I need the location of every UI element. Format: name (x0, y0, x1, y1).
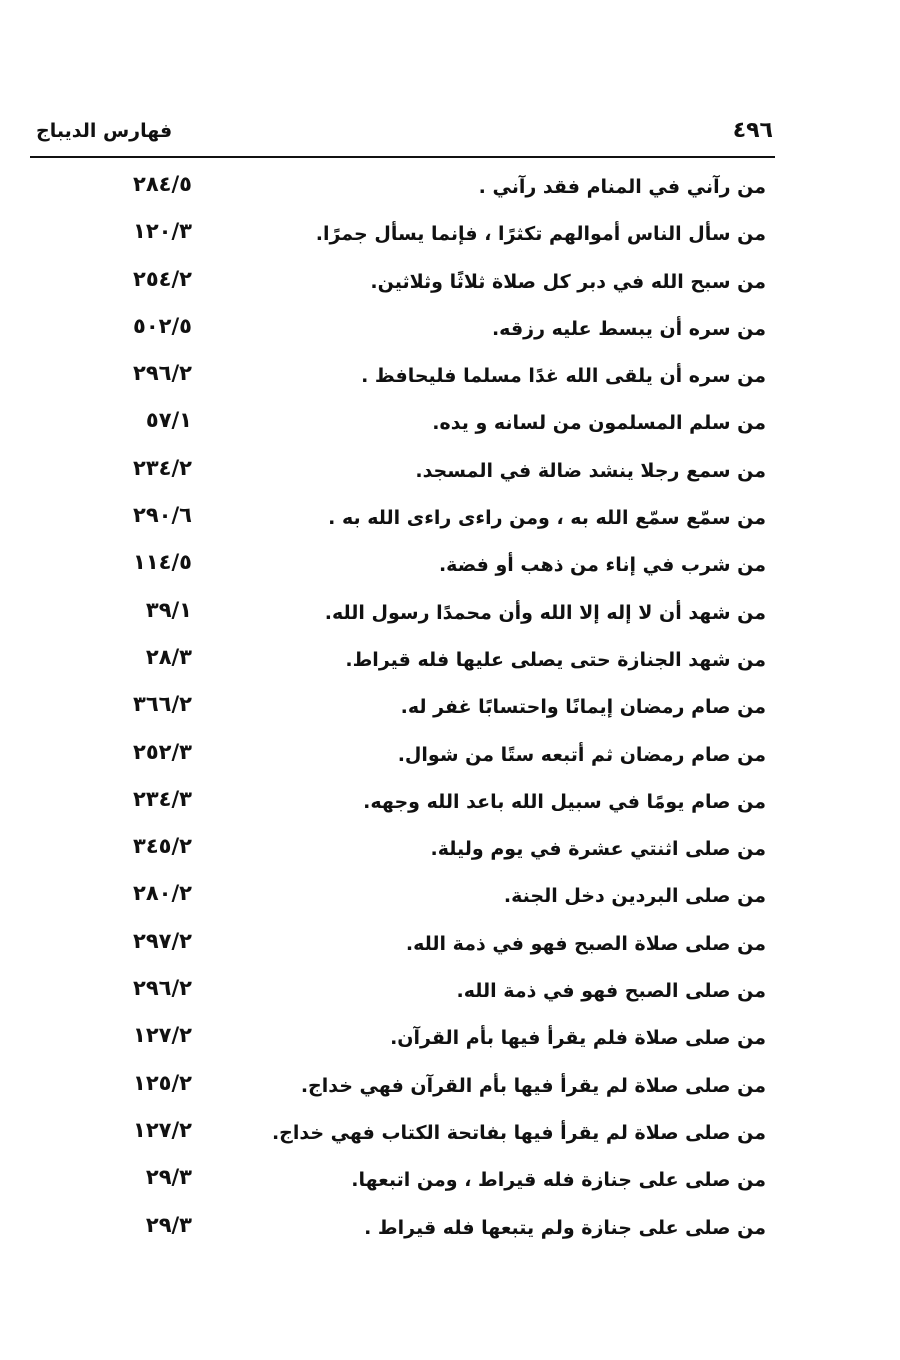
index-entry (0, 875, 900, 922)
index-entry (0, 923, 900, 970)
hadith-text: من سره أن يبسط عليه رزقه. (491, 317, 766, 340)
hadith-text: من صلى الصبح فهو في ذمة الله. (456, 980, 766, 1003)
running-title: فهارس الديباج (36, 120, 173, 142)
volume-page-ref: ٢٣٤/٣ (133, 786, 192, 811)
volume-page-ref: ١٢٠/٣ (133, 219, 192, 244)
hadith-text: من سلم المسلمون من لسانه و يده. (432, 412, 766, 435)
hadith-text: من سبح الله في دبر كل صلاة ثلاثًا وثلاثين. (370, 270, 766, 293)
hadith-text: من صام رمضان إيمانًا واحتسابًا غفر له. (400, 696, 766, 719)
index-entry (0, 261, 900, 308)
index-entry (0, 970, 900, 1017)
hadith-text: من صلى البردين دخل الجنة. (503, 885, 766, 908)
hadith-text: من صام يومًا في سبيل الله باعد الله وجهه. (363, 790, 766, 813)
index-entry (0, 639, 900, 686)
hadith-text: من صلى على جنازة ولم يتبعها فله قيراط . (364, 1216, 766, 1239)
hadith-text: من سره أن يلقى الله غدًا مسلما فليحافظ . (361, 365, 766, 388)
hadith-text: من سمع رجلا ينشد ضالة في المسجد. (415, 459, 766, 482)
volume-page-ref: ١٢٥/٢ (133, 1070, 192, 1095)
volume-page-ref: ١٢٧/٢ (133, 1117, 192, 1142)
index-entry (0, 450, 900, 497)
volume-page-ref: ١١٤/٥ (133, 550, 192, 575)
index-entry (0, 1159, 900, 1206)
index-entry (0, 166, 900, 213)
hadith-text: من صلى صلاة لم يقرأ فيها بفاتحة الكتاب فهي خداج. (271, 1121, 766, 1144)
index-entry (0, 592, 900, 639)
index-entry (0, 213, 900, 260)
hadith-text: من شهد أن لا إله إلا الله وأن محمدًا رسول الله. (324, 601, 766, 624)
volume-page-ref: ٢٩٠/٦ (133, 503, 192, 528)
volume-page-ref: ٢٣٤/٢ (133, 455, 192, 480)
page-number: ٤٩٦ (732, 118, 773, 143)
hadith-text: من صلى على جنازة فله قيراط ، ومن اتبعها. (351, 1169, 766, 1192)
hadith-text: من صلى صلاة الصبح فهو في ذمة الله. (405, 932, 766, 955)
volume-page-ref: ٢٥٢/٣ (133, 739, 192, 764)
volume-page-ref: ٣٩/١ (145, 597, 192, 622)
volume-page-ref: ٢٥٤/٢ (133, 266, 192, 291)
volume-page-ref: ٢٨٠/٢ (133, 881, 192, 906)
index-entry (0, 1065, 900, 1112)
hadith-text: من صام رمضان ثم أتبعه ستًا من شوال. (397, 743, 766, 766)
index-entry (0, 497, 900, 544)
volume-page-ref: ٥٧/١ (145, 408, 192, 433)
index-entry (0, 402, 900, 449)
hadith-index-list (0, 166, 900, 1254)
volume-page-ref: ٣٤٥/٢ (133, 834, 192, 859)
hadith-text: من شرب في إناء من ذهب أو فضة. (438, 554, 766, 577)
index-entry (0, 544, 900, 591)
volume-page-ref: ٣٦٦/٢ (133, 692, 192, 717)
index-entry (0, 1017, 900, 1064)
index-entry (0, 828, 900, 875)
hadith-text: من رآني في المنام فقد رآني . (478, 176, 766, 198)
index-entry (0, 308, 900, 355)
volume-page-ref: ٢٩٦/٢ (133, 361, 192, 386)
index-entry (0, 734, 900, 781)
volume-page-ref: ٢٨٤/٥ (133, 172, 192, 196)
volume-page-ref: ٢٨/٣ (145, 644, 192, 669)
hadith-text: من سأل الناس أموالهم تكثرًا ، فإنما يسأل جمرًا. (315, 223, 766, 246)
volume-page-ref: ٢٩/٣ (145, 1212, 192, 1237)
volume-page-ref: ٥٠٢/٥ (133, 313, 192, 338)
index-entry (0, 781, 900, 828)
index-entry (0, 1112, 900, 1159)
page-header (30, 118, 775, 158)
hadith-text: من صلى اثنتي عشرة في يوم وليلة. (430, 838, 766, 861)
header-divider (30, 156, 775, 158)
volume-page-ref: ٢٩٧/٢ (133, 928, 192, 953)
volume-page-ref: ٢٩٦/٢ (133, 976, 192, 1001)
hadith-text: من صلى صلاة لم يقرأ فيها بأم القرآن فهي خداج. (300, 1074, 766, 1097)
hadith-text: من صلى صلاة فلم يقرأ فيها بأم القرآن. (390, 1027, 766, 1050)
index-entry (0, 1207, 900, 1254)
volume-page-ref: ٢٩/٣ (145, 1165, 192, 1190)
index-entry (0, 686, 900, 733)
volume-page-ref: ١٢٧/٢ (133, 1023, 192, 1048)
hadith-text: من شهد الجنازة حتى يصلى عليها فله قيراط. (345, 648, 766, 671)
hadith-text: من سمّع سمّع الله به ، ومن راءى راءى الله به . (328, 507, 766, 530)
index-entry (0, 355, 900, 402)
